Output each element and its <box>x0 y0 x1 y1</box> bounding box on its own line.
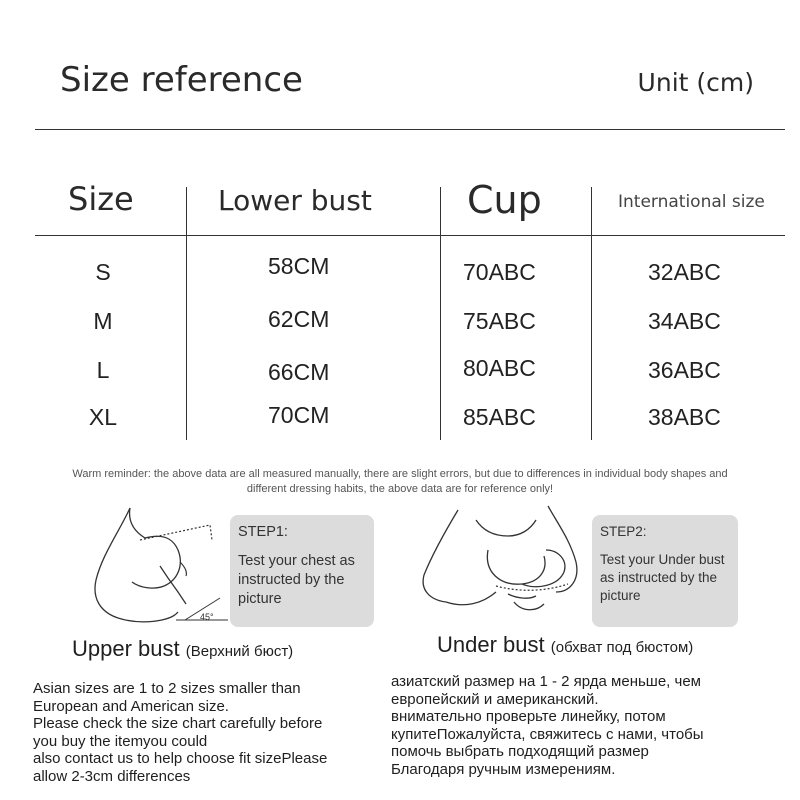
step1-text: Test your chest as instructed by the picture <box>238 553 355 607</box>
under-bust-caption <box>437 632 693 658</box>
table-row <box>0 357 800 405</box>
warm-reminder: Warm reminder: the above data are all measured manually, there are slight errors, but due to differences in individual body shapes and different dressing habits, the above data are for reference only! <box>72 468 728 495</box>
step2-card <box>592 515 738 627</box>
step2-label: STEP2: <box>600 524 647 539</box>
lower-bust-cell: 58CM <box>268 253 330 279</box>
international-size-cell: 38ABC <box>648 404 721 430</box>
lower-bust-cell: 62CM <box>268 306 330 332</box>
col-header-cup: Cup <box>467 178 542 222</box>
under-bust-illustration <box>418 500 593 630</box>
step1-label: STEP1: <box>238 524 288 540</box>
cup-cell: 80ABC <box>463 355 536 381</box>
col-header-lower-bust: Lower bust <box>218 184 372 217</box>
size-cell: M <box>93 308 113 334</box>
cup-cell: 75ABC <box>463 308 536 334</box>
lower-bust-cell: 66CM <box>268 359 330 385</box>
size-cell: S <box>95 259 111 285</box>
table-row <box>0 404 800 452</box>
international-size-cell: 36ABC <box>648 357 721 383</box>
size-cell: L <box>96 357 110 383</box>
col-header-size: Size <box>68 180 134 218</box>
under-bust-label: Under bust <box>437 632 545 657</box>
under-bust-russian: (обхват под бюстом) <box>550 639 694 656</box>
col-header-international-size: International size <box>618 192 765 212</box>
lower-bust-cell: 70CM <box>268 402 330 428</box>
unit-label: Unit (cm) <box>637 68 754 97</box>
upper-bust-russian: (Верхний бюст) <box>185 643 294 660</box>
notes-english: Asian sizes are 1 to 2 sizes smaller than European and American size. Please check the size chart carefully before you buy the itemyou could also contact us to help choose fit sizePlease allow 2-3cm differences <box>33 680 328 785</box>
cup-cell: 85ABC <box>463 404 536 430</box>
international-size-cell: 32ABC <box>648 259 721 285</box>
angle-label: 45° <box>200 612 214 622</box>
table-row <box>0 253 800 307</box>
title-divider <box>35 129 785 130</box>
upper-bust-label: Upper bust <box>72 636 180 661</box>
header-divider <box>35 235 785 236</box>
cup-cell: 70ABC <box>463 259 536 285</box>
international-size-cell: 34ABC <box>648 308 721 334</box>
page-title: Size reference <box>60 60 303 100</box>
upper-bust-caption <box>72 636 293 662</box>
table-row <box>0 308 800 356</box>
upper-bust-illustration <box>60 500 235 630</box>
notes-russian: азиатский размер на 1 - 2 ярда меньше, чем европейский и американский. внимательно проверьте линейку, потом купитеПожалуйста, свяжитесь с нами, чтобы помочь выбрать подходящий размер Благодаря ручным измерениям. <box>391 673 704 778</box>
size-cell: XL <box>88 404 118 430</box>
step2-text: Test your Under bust as instructed by the picture <box>600 552 725 603</box>
step1-card <box>230 515 374 627</box>
